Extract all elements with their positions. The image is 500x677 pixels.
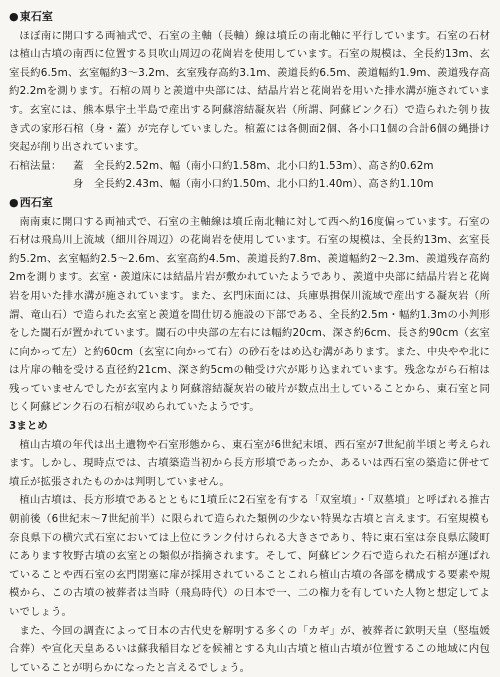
summary-paragraph-1: 植山古墳の年代は出土遺物や石室形態から、東石室が6世紀末頃、西石室が7世紀前半頃と考えられます。しかし、現時点では、古墳築造当初から長方形墳であったか、あるいは西石室の築造に併せて墳丘が拡張されたものかは判明していません。 (9, 438, 490, 488)
west-chamber-body: 南南東に開口する両袖式で、石室の主軸線は墳丘南北軸に対して西へ約16度偏っています。石室の石材は飛鳥川上流域（細川谷周辺）の花崗岩を使用しています。石室の規模は、全長約13m、玄室長約5.2m、玄室幅約2.5～2.6m、玄室高約4.5m、羨道長約7.8m、羨道幅約2～2.3m、羨道残存高約2mを測ります。玄室・羨道床には結晶片岩が敷かれていたようであり、羨道中央部に結晶片岩と花崗岩を用いた排水溝が施されています。また、玄門床面には、兵庫県揖保川流域で産出する凝灰岩（所謂、竜山石）で造られた玄室と羨道を間仕切る施設の下部である、全長約2.5m・幅約1.3mの小判形をした閾石が置かれています。閾石の中央部の左右には幅約20cm、深さ約6cm、長さ約90cm（玄室に向かって左）と約60cm（玄室に向かって右）の砂石をはめ込む溝があります。また、中央やや北には片扉の軸を受ける直径約21cm、深さ約5cmの軸受け穴が彫り込まれています。残念ながら石棺は残っていませんでしたが玄室内より阿蘇溶結凝灰岩の破片が数点出土していることから、東石室と同じく阿蘇ピンク石の石棺が収められていたようです。 (9, 215, 490, 414)
east-chamber-body: ほぼ南に開口する両袖式で、石室の主軸（長軸）線は墳丘の南北軸に平行しています。石室の石材は植山古墳の南西に位置する貝吹山周辺の花崗岩を使用しています。石室の規模は、全長約13m、玄室長約6.5m、玄室幅約3～3.2m、玄室残存高約3.1m、羨道長約6.5m、羨道幅約1.9m、羨道残存高約2.2mを測ります。石棺の周りと羨道中央部には、結晶片岩と花崗岩を用いた排水溝が施されています。玄室には、熊本県宇土半島で産出する阿蘇溶結凝灰岩（所謂、阿蘇ピンク石）で造られた刳り抜き式の家形石棺（身・蓋）が完存していました。棺蓋には各側面2個、各小口1個の合計6個の縄掛け突起が削り出されています。 (9, 29, 490, 154)
east-chamber-title: 東石室 (19, 10, 54, 23)
west-chamber-title: 西石室 (19, 195, 54, 209)
bullet-icon: ● (9, 10, 19, 23)
west-chamber-heading (9, 194, 490, 213)
summary-paragraph-3: また、今回の調査によって日本の古代史を解明する多くの「カギ」が、被葬者に欽明天皇（堅塩媛合葬）や宣化天皇あるいは蘇我稲目などを候補とする丸山古墳と植山古墳が位置するこの地域に内包していることが明らかになったと言えるでしょう。 (9, 624, 490, 674)
east-chamber-heading (9, 8, 490, 27)
coffin-lid-dimensions: 全長約2.52m、幅（南小口約1.58m、北小口約1.53m）、高さ約0.62m (94, 159, 434, 172)
summary-heading: 3まとめ (9, 420, 48, 433)
coffin-body-label: 身 (73, 178, 84, 191)
coffin-body-dimensions: 全長約2.43m、幅（南小口約1.50m、北小口約1.40m）、高さ約1.10m (94, 178, 434, 191)
summary-paragraph-2: 植山古墳は、長方形墳であるとともに1墳丘に2石室を有する「双室墳」・「双墓墳」と呼ばれる推古朝前後（6世紀末～7世紀前半）に限られて造られた類例の少ない特異な古墳と言えます。石室規模も奈良県下の横穴式石室においては上位にランク付けられる大きさであり、特に東石室は奈良県広陵町にあります牧野古墳の玄室との類似が指摘されます。そして、阿蘇ピンク石で造られた石棺が運ばれていることや西石室の玄門閉塞に扉が採用されていることこれら植山古墳の各部を構成する要素や規模から、この古墳の被葬者は当時（飛鳥時代）の日本で一、二の権力を有していた人物と想定してよいでしょう。 (9, 494, 490, 618)
coffin-spec-title: 石棺法量： (9, 159, 62, 172)
coffin-lid-label: 蓋 (73, 159, 84, 172)
coffin-spec-body (9, 175, 490, 194)
bullet-icon: ● (9, 195, 19, 209)
coffin-spec-lid (9, 157, 490, 176)
